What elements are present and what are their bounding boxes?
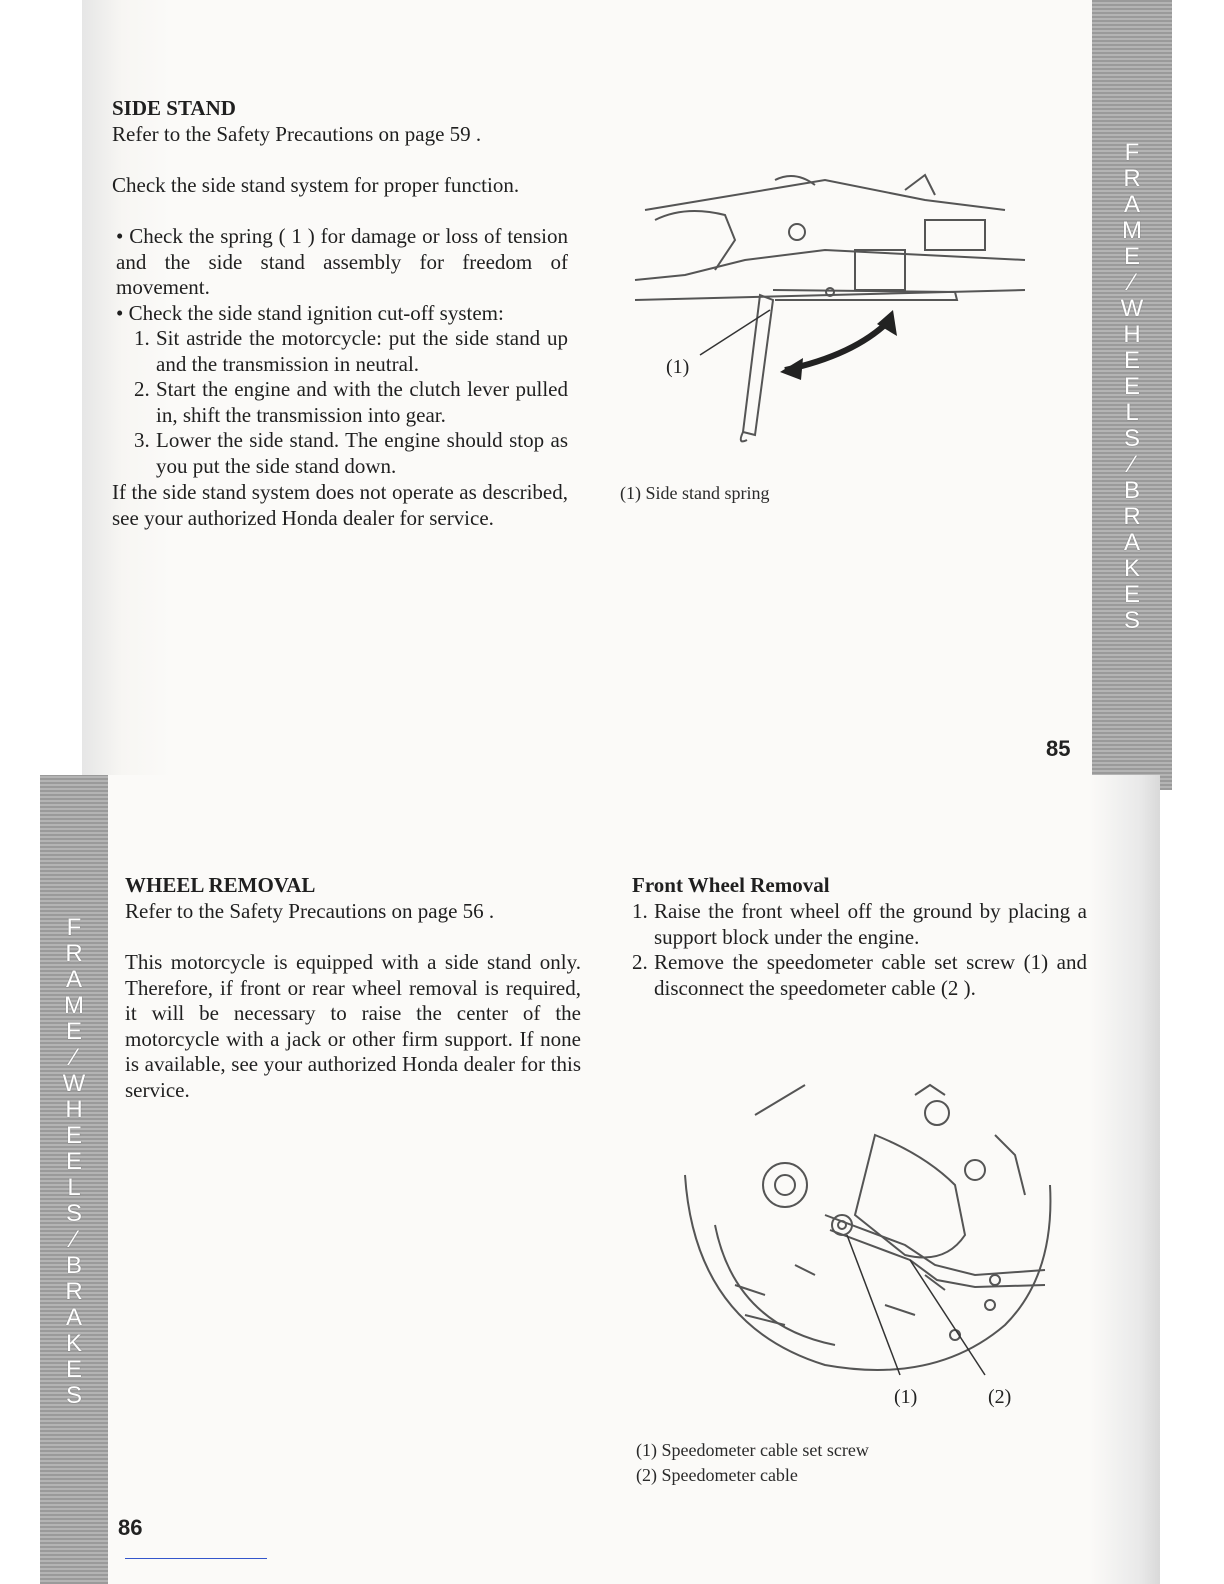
- side-stand-caption: (1) Side stand spring: [620, 483, 770, 503]
- side-stand-step-number: 1.: [134, 326, 150, 350]
- front-wheel-step-number: 2.: [632, 950, 648, 974]
- front-wheel-figure: [675, 1075, 1065, 1385]
- side-stand-step-1: [134, 326, 568, 377]
- page86-tab-letter: R: [65, 1278, 83, 1305]
- side-stand-step-number: 2.: [134, 377, 150, 401]
- page85-tab-letter: K: [1123, 555, 1140, 582]
- page85-tab-letter: F: [1124, 139, 1140, 166]
- side-stand-step-number: 3.: [134, 428, 150, 452]
- side-stand-ref: Refer to the Safety Precautions on page 59 .: [112, 122, 482, 146]
- front-wheel-caption-1: (1) Speedometer cable set screw: [636, 1440, 869, 1460]
- page86-tab-letter: ⁄: [71, 1044, 76, 1071]
- front-wheel-step-text: Raise the front wheel off the ground by placing a support block under the engine.: [654, 899, 1087, 949]
- page86-tab-letter: ⁄: [71, 1226, 76, 1253]
- page86-tab-letter: H: [65, 1096, 83, 1123]
- page86-tab-letter: B: [65, 1252, 82, 1279]
- side-stand-figure: [625, 160, 1045, 460]
- page86-tab-letter: E: [65, 1148, 82, 1175]
- side-stand-intro: Check the side stand system for proper function.: [112, 173, 520, 197]
- page85-tab-letter: H: [1123, 321, 1141, 348]
- side-stand-bullet-cutoff: • Check the side stand ignition cut-off system:: [116, 301, 504, 325]
- page85-tab-letter: E: [1123, 581, 1140, 608]
- page85-tab-letter: A: [1123, 191, 1140, 218]
- front-wheel-step-number: 1.: [632, 899, 648, 923]
- page86-tab-letter: A: [65, 966, 82, 993]
- page86-tab-letter: E: [65, 1356, 82, 1383]
- wheel-removal-body: This motorcycle is equipped with a side stand only. Therefore, if front or rear wheel removal is required, it will be necessary to raise the center of the motorcycle with a jack or other firm support. If none is available, see your authorized Honda dealer for this service.: [125, 950, 581, 1102]
- page86-tab-letter: R: [65, 940, 83, 967]
- page86-tab-letter: A: [65, 1304, 82, 1331]
- page85-tab-letter: S: [1123, 607, 1140, 634]
- side-stand-bullet-spring: • Check the spring ( 1 ) for damage or loss of tension and the side stand assembly for freedom of movement.: [116, 224, 568, 299]
- page86-tab-letter: S: [65, 1200, 82, 1227]
- wheel-removal-heading: WHEEL REMOVAL: [125, 873, 316, 897]
- section-tab-frame-wheels-brakes: [1092, 0, 1172, 790]
- side-stand-callout-1: (1): [666, 356, 690, 378]
- page86-tab-letter: E: [65, 1122, 82, 1149]
- section-tab-frame-wheels-brakes-86: [40, 775, 108, 1584]
- front-wheel-step-text: Remove the speedometer cable set screw (1) and disconnect the speedometer cable (2 ).: [654, 950, 1087, 1000]
- side-stand-step-3: [134, 428, 568, 479]
- front-wheel-removal-heading: Front Wheel Removal: [632, 873, 830, 897]
- side-stand-closing: If the side stand system does not operate as described, see your authorized Honda dealer for service.: [112, 480, 568, 530]
- page85-tab-letter: E: [1123, 373, 1140, 400]
- page86-tab-letter: L: [67, 1174, 81, 1201]
- link-underline: [125, 1558, 267, 1559]
- front-wheel-steps: [632, 899, 1087, 1001]
- page85-tab-letter: B: [1123, 477, 1140, 504]
- side-stand-step-text: Start the engine and with the clutch lever pulled in, shift the transmission into gear.: [156, 377, 568, 427]
- front-wheel-callout-1: (1): [894, 1386, 918, 1408]
- page85-tab-letter: R: [1123, 503, 1141, 530]
- side-stand-step-text: Lower the side stand. The engine should stop as you put the side stand down.: [156, 428, 568, 478]
- page86-tab-letter: M: [64, 992, 84, 1019]
- page85-tab-letter: R: [1123, 165, 1141, 192]
- page85-tab-letter: M: [1122, 217, 1142, 244]
- page85-tab-letter: A: [1123, 529, 1140, 556]
- page86-tab-letter: S: [65, 1382, 82, 1409]
- page85-tab-letter: L: [1125, 399, 1139, 426]
- side-stand-steps: [134, 326, 568, 479]
- page-number-85: 85: [1046, 736, 1071, 761]
- page86-tab-letter: K: [65, 1330, 82, 1357]
- side-stand-step-text: Sit astride the motorcycle: put the side stand up and the transmission in neutral.: [156, 326, 568, 376]
- side-stand-heading: SIDE STAND: [112, 96, 236, 120]
- front-wheel-step-1: [632, 899, 1087, 950]
- page85-tab-letter: S: [1123, 425, 1140, 452]
- page86-tab-letter: F: [66, 914, 82, 941]
- page-number-86: 86: [118, 1515, 143, 1540]
- page85-tab-letter: W: [1120, 295, 1144, 322]
- page86-tab-letter: E: [65, 1018, 82, 1045]
- page86-tab-letter: W: [62, 1070, 86, 1097]
- front-wheel-caption-2: (2) Speedometer cable: [636, 1465, 798, 1485]
- front-wheel-callout-2: (2): [988, 1386, 1012, 1408]
- page85-tab-letter: E: [1123, 347, 1140, 374]
- page85-tab-letter: ⁄: [1129, 451, 1134, 478]
- page85-tab-letter: ⁄: [1129, 269, 1134, 296]
- page85-tab-letter: E: [1123, 243, 1140, 270]
- wheel-removal-ref: Refer to the Safety Precautions on page 56 .: [125, 899, 495, 923]
- side-stand-step-2: [134, 377, 568, 428]
- front-wheel-step-2: [632, 950, 1087, 1001]
